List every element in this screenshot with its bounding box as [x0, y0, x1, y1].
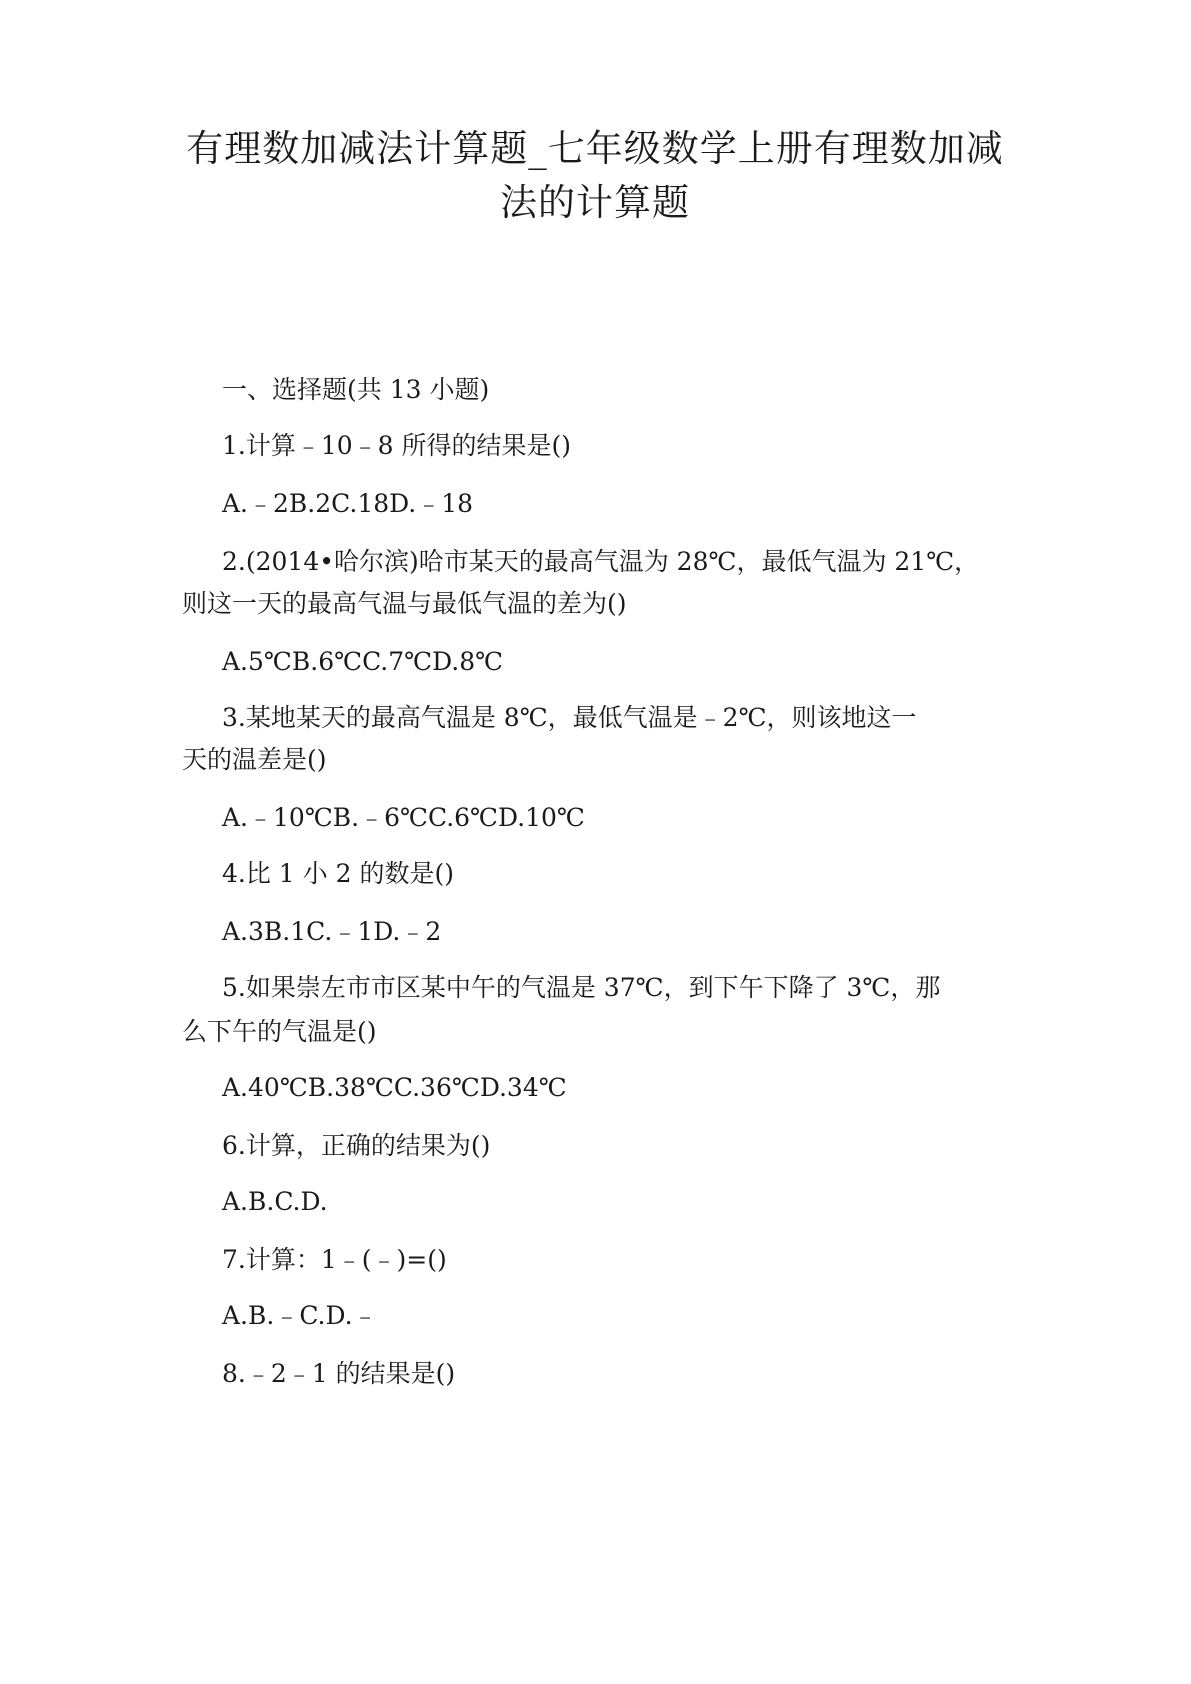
question-5-stem-line-1: 5.如果崇左市市区某中午的气温是 37℃，到下午下降了 3℃，那 — [222, 973, 941, 1002]
question-7-stem: 7.计算：1﹣(﹣)=() — [222, 1245, 447, 1274]
question-4-options: A.3B.1C.﹣1D.﹣2 — [222, 917, 442, 946]
question-2-options: A.5℃B.6℃C.7℃D.8℃ — [222, 647, 504, 676]
question-3-stem-line-1: 3.某地某天的最高气温是 8℃，最低气温是﹣2℃，则该地这一 — [222, 703, 917, 732]
question-1-options: A.﹣2B.2C.18D.﹣18 — [222, 489, 474, 518]
document-title-line-1: 有理数加减法计算题_七年级数学上册有理数加减 — [186, 127, 1004, 170]
question-1-stem: 1.计算﹣10﹣8 所得的结果是() — [222, 431, 572, 460]
document-title-line-2: 法的计算题 — [500, 181, 690, 224]
question-2-stem-line-2: 则这一天的最高气温与最低气温的差为() — [182, 589, 627, 618]
question-8-stem: 8.﹣2﹣1 的结果是() — [222, 1359, 456, 1388]
question-4-stem: 4.比 1 小 2 的数是() — [222, 859, 454, 888]
section-heading: 一、选择题(共 13 小题) — [222, 375, 490, 404]
question-6-options: A.B.C.D. — [222, 1187, 328, 1216]
question-7-options: A.B.﹣C.D.﹣ — [222, 1301, 378, 1330]
question-5-stem-line-2: 么下午的气温是() — [182, 1017, 377, 1046]
question-3-options: A.﹣10℃B.﹣6℃C.6℃D.10℃ — [222, 803, 585, 832]
question-6-stem: 6.计算，正确的结果为() — [222, 1131, 491, 1160]
question-5-options: A.40℃B.38℃C.36℃D.34℃ — [222, 1073, 567, 1102]
question-2-stem-line-1: 2.(2014•哈尔滨)哈市某天的最高气温为 28℃，最低气温为 21℃， — [222, 547, 980, 576]
question-3-stem-line-2: 天的温差是() — [182, 745, 327, 774]
